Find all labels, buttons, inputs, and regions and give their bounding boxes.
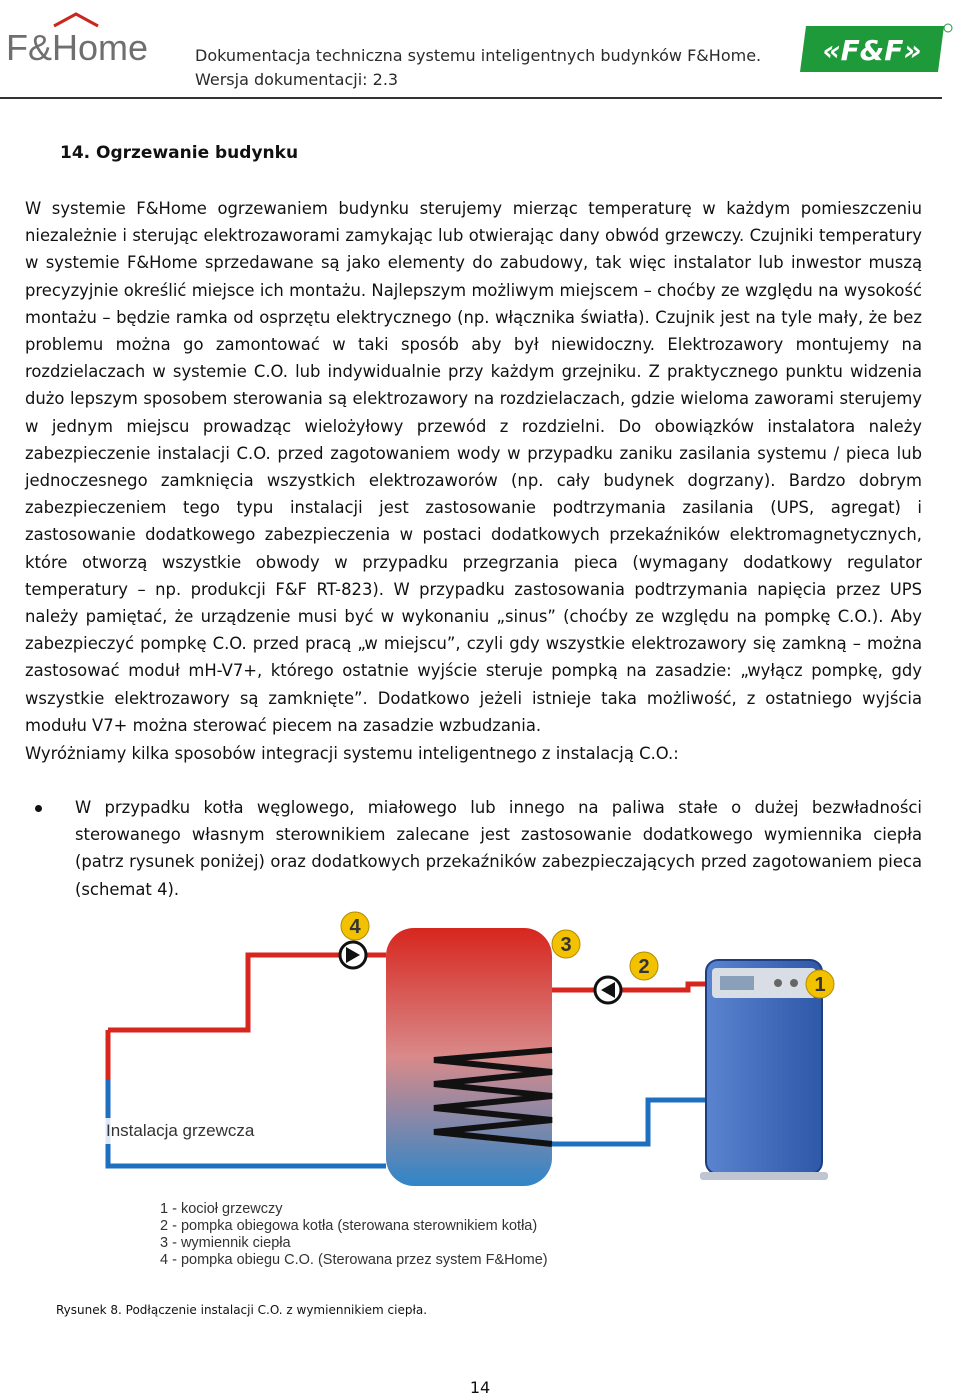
- bullet-dot: [35, 805, 42, 812]
- bullet-text: W przypadku kotła węglowego, miałowego lub innego na paliwa stałe o dużej bezwładności sterowanego własnym sterownikiem zalecane jest zastosowanie dodatkowego wymiennika ciepła (patrz rysunek poniżej) oraz dodatkowych przekaźników zabezpieczających przed zagotowaniem pieca (schemat 4).: [75, 798, 922, 899]
- legend-item: 3 - wymiennik ciepła: [160, 1235, 291, 1251]
- fhome-logo: [6, 10, 156, 70]
- svg-text:1: 1: [814, 974, 826, 996]
- marker-3: [552, 930, 580, 958]
- boiler-hot-pipe: [552, 984, 728, 990]
- svg-text:3: 3: [560, 934, 572, 956]
- svg-text:F&Home: F&Home: [6, 27, 149, 68]
- legend-item: 2 - pompka obiegowa kotła (sterowana sterownikiem kotła): [160, 1218, 538, 1234]
- building-hot-pipe: [108, 955, 386, 1080]
- marker-4: [341, 912, 369, 940]
- boiler-cold-pipe: [552, 1100, 708, 1144]
- header-rule: [0, 97, 942, 99]
- page-number: 14: [469, 1378, 491, 1397]
- body-paragraph-intro: Wyróżniamy kilka sposobów integracji systemu inteligentnego z instalacją C.O.:: [25, 744, 679, 763]
- marker-1: [806, 970, 834, 998]
- section-title: 14. Ogrzewanie budynku: [60, 143, 299, 163]
- svg-text:4: 4: [349, 916, 361, 938]
- doc-title: Dokumentacja techniczna systemu inteligentnych budynków F&Home.: [195, 46, 762, 65]
- body-paragraph: W systemie F&Home ogrzewaniem budynku sterujemy mierząc temperaturę w każdym pomieszczeniu niezależnie i sterując elektrozaworami zamykając lub otwierając dany obwód grzewczy. Czujniki temperatury w systemie F&Home sprzedawane są jako elementy do zabudowy, tak więc instalator lub inwestor muszą precyzyjnie określić miejsce ich montażu. Najlepszym możliwym miejscem – choćby ze względu na wysokość montażu – będzie ramka od osprzętu elektrycznego (np. włącznika światła). Czujnik jest na tyle mały, że bez problemu można go zamontować w taki sposób aby był niewidoczny. Elektrozawory montujemy na rozdzielaczach w systemie C.O. lub indywidualnie przy każdym grzejniku. Z praktycznego punktu widzenia dużo lepszym sposobem sterowania są elektrozawory na rozdzielaczach, gdzie wieloma zaworami sterujemy w jednym miejscu prowadząc wielożyłowy przewód z rozdzielni. Do obowiązków instalatora należy zabezpieczenie instalacji C.O. przed zagotowaniem wody w przypadku zaniku zasilania systemu / pieca lub jednoczesnego zamknięcia wszystkich elektrozaworów (np. cały budynek dogrzany). Bardzo dobrym zabezpieczeniem tego typu instalacji jest zastosowanie podtrzymania zasilania (UPS, agregat) i zastosowanie dodatkowego zabezpieczenia w postaci dodatkowych przekaźników elektromagnetycznych, które otworzą wszystkie obwody w przypadku przegrzania pieca (wymagany dodatkowy regulator temperatury – np. produkcji F&F RT-823). W przypadku zastosowania podtrzymania napięcia przez UPS należy pamiętać, że urządzenie musi być w wykonaniu „sinus” (choćby ze względu na pompkę C.O.). Aby zabezpieczyć pompkę C.O. przed pracą „w miejscu”, czyli gdy wszystkie elektrozawory się zamkną – można zastosować moduł mH-V7+, którego ostatnie wyjście steruje pompką na zasadzie: „wyłącz pompkę, gdy wszystkie elektrozawory są zamknięte”. Dodatkowo jeżeli istnieje taka możliwość, z ostatniego wyjścia modułu V7+ można sterować piecem na zasadzie wzbudzania.: [25, 199, 922, 735]
- figure-caption: Rysunek 8. Podłączenie instalacji C.O. z wymiennikiem ciepła.: [56, 1303, 428, 1317]
- legend-item: 4 - pompka obiegu C.O. (Sterowana przez system F&Home): [160, 1252, 548, 1268]
- page-header: [0, 0, 960, 100]
- svg-text:«F&F»: «F&F»: [822, 34, 922, 67]
- svg-text:2: 2: [638, 956, 650, 978]
- ff-logo: [798, 22, 954, 76]
- pump-4-icon: [340, 942, 366, 968]
- marker-2: [630, 952, 658, 980]
- header-text: [195, 44, 761, 92]
- doc-version: Wersja dokumentacji: 2.3: [195, 70, 399, 89]
- legend-item: 1 - kocioł grzewczy: [160, 1201, 283, 1217]
- diagram-legend: [160, 1201, 548, 1268]
- heating-diagram: [88, 900, 864, 1282]
- installation-label: Instalacja grzewcza: [106, 1121, 255, 1140]
- pump-2-icon: [595, 977, 621, 1003]
